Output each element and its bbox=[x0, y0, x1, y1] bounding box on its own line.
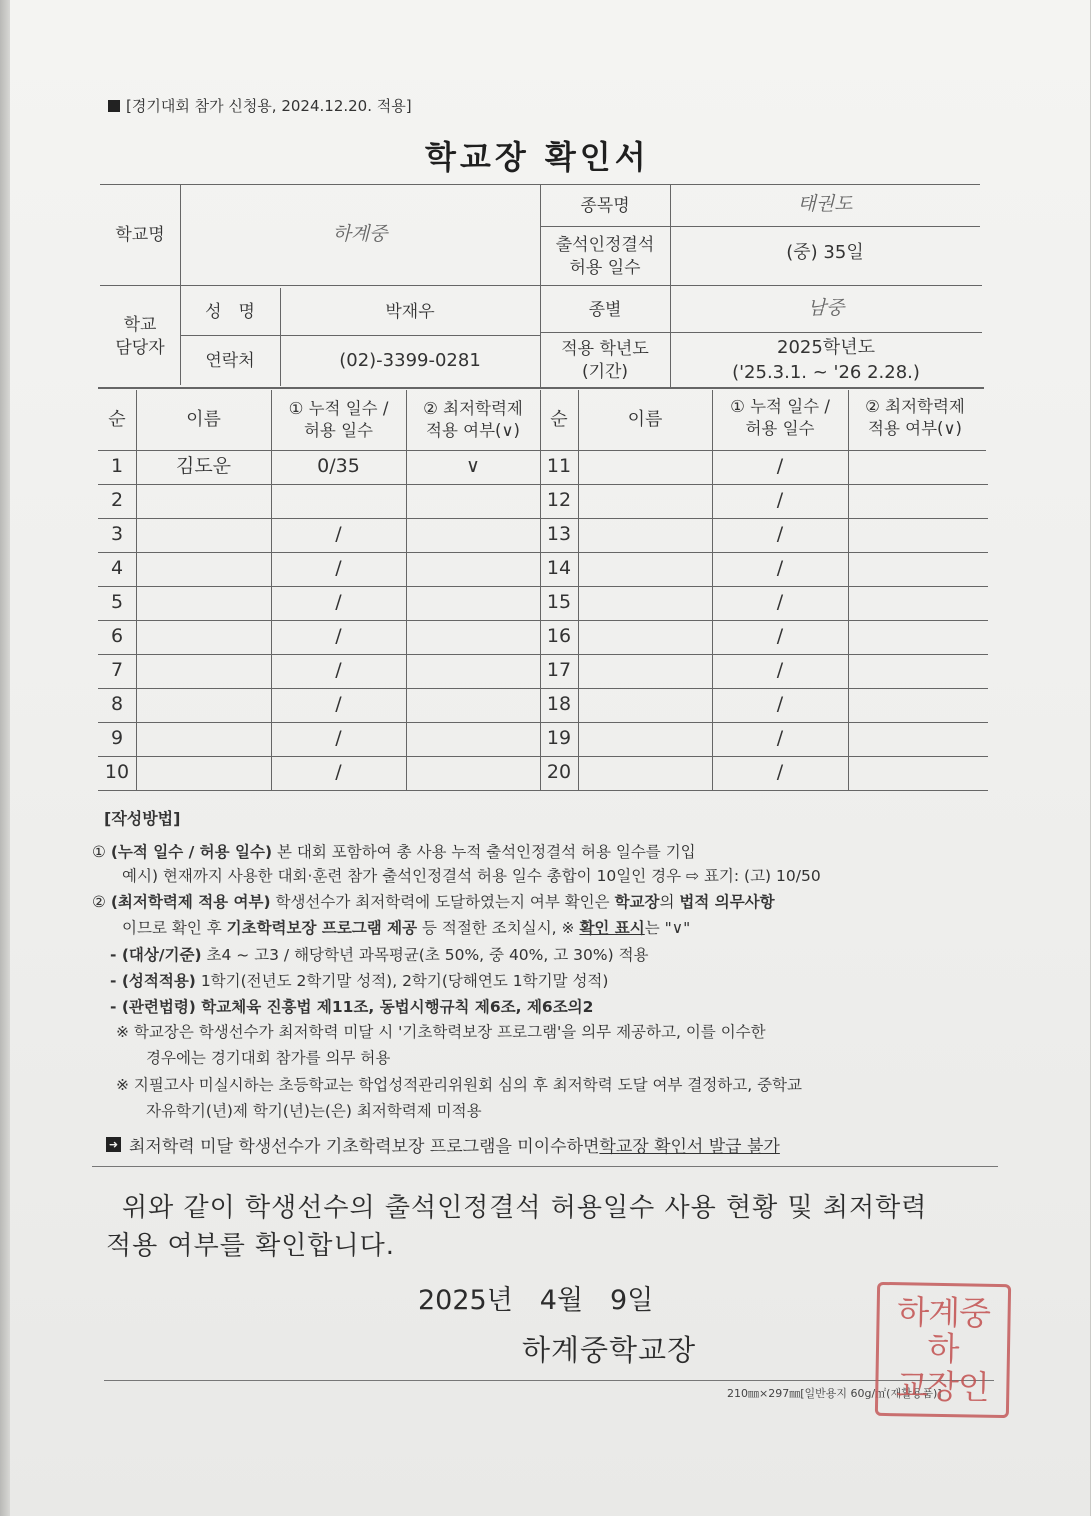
row-number: 3 bbox=[110, 523, 124, 546]
row-student-name bbox=[136, 518, 271, 552]
row-absence-days: / bbox=[335, 693, 342, 716]
row-number: 15 bbox=[546, 591, 572, 614]
manager-label-line1: 학교 bbox=[123, 315, 157, 336]
row-absence-days bbox=[271, 484, 406, 518]
row-student-name bbox=[136, 722, 271, 756]
row-student-name bbox=[136, 688, 271, 722]
year-value-line1: 2025학년도 bbox=[777, 337, 875, 359]
school-value: 하계중 bbox=[332, 223, 388, 246]
detail-law-text: 학교체육 진흥법 제11조, 동법시행규칙 제6조, 제6조의2 bbox=[195, 998, 594, 1016]
arrow-box-icon: ➜ bbox=[106, 1137, 121, 1152]
row-absence-days: / bbox=[335, 659, 342, 682]
confirmation-statement bbox=[106, 1190, 927, 1265]
row-min-grade-check bbox=[406, 484, 540, 518]
row-absence-days: / bbox=[776, 557, 784, 580]
row-number: 9 bbox=[110, 727, 124, 750]
detail-grades bbox=[110, 969, 608, 991]
confirmation-line-1: 위와 같이 학생선수의 출석인정결석 허용일수 사용 현황 및 최저학력 bbox=[122, 1193, 928, 1223]
row-absence-days: / bbox=[335, 591, 342, 614]
col-header-days-line2: 허용 일수 bbox=[745, 419, 815, 438]
footer-divider bbox=[104, 1380, 994, 1381]
header-note bbox=[108, 95, 412, 116]
col-header-min-line1: ② 최저학력제 bbox=[423, 398, 523, 418]
row-student-name bbox=[578, 586, 712, 620]
row-number: 17 bbox=[546, 659, 572, 682]
notes-divider bbox=[92, 1166, 998, 1167]
row-absence-days: / bbox=[776, 727, 784, 750]
row-min-grade-check bbox=[848, 756, 984, 790]
row-student-name bbox=[136, 484, 271, 518]
row-number: 19 bbox=[546, 727, 572, 750]
row-min-grade-check bbox=[406, 586, 540, 620]
allowed-days-label-line2: 허용 일수 bbox=[569, 257, 641, 278]
row-student-name bbox=[578, 722, 712, 756]
note-1 bbox=[92, 840, 696, 862]
note-2-legal-duty: 법적 의무사항 bbox=[679, 893, 775, 911]
notes-heading: [작성방법] bbox=[104, 809, 181, 828]
detail-target-text: 초4 ~ 고3 / 해당학년 과목평균(초 50%, 중 40%, 고 30%) 적용 bbox=[201, 946, 649, 964]
row-min-grade-check bbox=[848, 586, 984, 620]
year-label-line2: (기간) bbox=[581, 361, 629, 382]
row-min-grade-check bbox=[848, 450, 984, 484]
row-absence-days: / bbox=[776, 591, 784, 614]
row-number: 1 bbox=[110, 455, 124, 478]
detail-target-label: - (대상/기준) bbox=[110, 946, 202, 964]
remark-1-line1: ※ 학교장은 학생선수가 최저학력 미달 시 '기초학력보장 프로그램'을 의무 제공하고, 이를 이수한 bbox=[116, 1023, 766, 1041]
header-note-text: [경기대회 참가 신청용, 2024.12.20. 적용] bbox=[126, 97, 412, 115]
row-student-name bbox=[578, 620, 712, 654]
col-header-min-line2: 적용 여부(∨) bbox=[426, 421, 520, 440]
col-header-days-line1: ① 누적 일수 / bbox=[730, 396, 830, 416]
row-number: 4 bbox=[110, 557, 124, 580]
note-2-mark: 확인 표시 bbox=[579, 919, 645, 937]
col-header-days-left bbox=[271, 390, 406, 450]
manager-label-line2: 담당자 bbox=[115, 338, 165, 358]
row-absence-days: / bbox=[776, 455, 784, 478]
remark-2-line2: 자유학기(년)제 학기(년)는(은) 최저학력제 미적용 bbox=[146, 1102, 482, 1120]
row-student-name bbox=[136, 552, 271, 586]
row-absence-days: 0/35 bbox=[317, 455, 360, 478]
row-number: 20 bbox=[546, 761, 572, 784]
row-absence-days: / bbox=[335, 727, 342, 750]
row-student-name bbox=[578, 688, 712, 722]
sport-value: 태권도 bbox=[797, 193, 853, 216]
row-absence-days: / bbox=[335, 761, 342, 784]
col-header-name-left: 이름 bbox=[186, 408, 221, 430]
row-student-name bbox=[578, 484, 712, 518]
note-2-program: 기초학력보장 프로그램 제공 bbox=[226, 919, 418, 937]
row-min-grade-check bbox=[406, 722, 540, 756]
row-absence-days: / bbox=[776, 693, 784, 716]
sport-label: 종목명 bbox=[580, 196, 630, 217]
row-min-grade-check bbox=[848, 620, 984, 654]
col-header-min-line2: 적용 여부(∨) bbox=[868, 419, 962, 438]
allowed-days-label bbox=[540, 228, 670, 285]
col-header-no-left: 순 bbox=[108, 408, 126, 430]
document-title: 학교장 확인서 bbox=[425, 138, 650, 176]
note-1-num: ① bbox=[92, 843, 106, 861]
note-2-text-c: 의 bbox=[659, 893, 680, 911]
detail-grades-text: 1학기(전년도 2학기말 성적), 2학기(당해연도 1학기말 성적) bbox=[195, 972, 609, 990]
paper-spec: 210㎜×297㎜[일반용지 60g/㎡(재활용품)] bbox=[727, 1387, 942, 1400]
detail-grades-label: - (성적적용) bbox=[110, 972, 196, 990]
row-absence-days: / bbox=[776, 659, 784, 682]
row-student-name bbox=[136, 620, 271, 654]
note-2-principal: 학교장 bbox=[614, 893, 660, 911]
principal-name: 하계중학교장 bbox=[522, 1333, 697, 1367]
row-absence-days: / bbox=[335, 625, 342, 648]
note-2-title: (최저학력제 적용 여부) bbox=[110, 893, 271, 911]
row-absence-days: / bbox=[335, 557, 342, 580]
note-2-text-a: 학생선수가 최저학력에 도달하였는지 여부 확인은 bbox=[270, 893, 615, 911]
col-header-days-line2: 허용 일수 bbox=[303, 421, 373, 440]
warning-result: 학교장 확인서 발급 불가 bbox=[599, 1137, 780, 1157]
seal-text-bottom: 교장인 bbox=[895, 1366, 990, 1407]
detail-law bbox=[110, 995, 593, 1017]
col-header-days-right bbox=[712, 388, 848, 448]
row-student-name bbox=[578, 450, 712, 484]
table-rule bbox=[98, 790, 988, 791]
row-absence-days: / bbox=[335, 523, 342, 546]
col-header-min-left bbox=[406, 390, 540, 450]
detail-law-label: - (관련법령) bbox=[110, 998, 196, 1016]
note-2-line2 bbox=[122, 916, 690, 938]
square-bullet-icon bbox=[108, 100, 120, 112]
row-absence-days: / bbox=[776, 761, 784, 784]
row-student-name bbox=[578, 756, 712, 790]
row-absence-days: / bbox=[776, 489, 784, 512]
row-student-name bbox=[578, 518, 712, 552]
warning-text: 최저학력 미달 학생선수가 기초학력보장 프로그램을 미이수하면 bbox=[129, 1137, 600, 1157]
note-2-line2-c: 는 "∨" bbox=[644, 919, 691, 937]
row-min-grade-check bbox=[406, 620, 540, 654]
row-min-grade-check bbox=[406, 756, 540, 790]
paper-edge-shadow bbox=[0, 0, 10, 1516]
row-number: 6 bbox=[110, 625, 124, 648]
row-student-name bbox=[578, 552, 712, 586]
warning-line bbox=[106, 1132, 780, 1157]
row-number: 8 bbox=[110, 693, 124, 716]
contact-label: 연락처 bbox=[205, 350, 255, 371]
remark-2-line1: ※ 지필고사 미실시하는 초등학교는 학업성적관리위원회 심의 후 최저학력 도달 여부 결정하고, 중학교 bbox=[116, 1076, 803, 1094]
note-2-line2-a: 이므로 확인 후 bbox=[122, 919, 227, 937]
category-value: 남중 bbox=[807, 297, 845, 320]
row-number: 7 bbox=[110, 659, 124, 682]
row-number: 11 bbox=[546, 455, 572, 478]
note-2-num: ② bbox=[92, 893, 106, 911]
row-min-grade-check: ∨ bbox=[466, 455, 480, 478]
note-1-example: 예시) 현재까지 사용한 대회·훈련 참가 출석인정결석 허용 일수 총합이 10일인 경우 ⇨ 표기: (고) 10/50 bbox=[122, 867, 821, 885]
row-student-name bbox=[136, 586, 271, 620]
name-value: 박재우 bbox=[385, 301, 435, 322]
col-header-name-right: 이름 bbox=[627, 408, 663, 430]
col-header-min-line1: ② 최저학력제 bbox=[865, 396, 965, 416]
school-label: 학교명 bbox=[115, 224, 165, 245]
issue-date: 2025년 4월 9일 bbox=[418, 1285, 654, 1316]
col-header-min-right bbox=[848, 388, 982, 448]
row-min-grade-check bbox=[848, 688, 984, 722]
row-student-name bbox=[136, 654, 271, 688]
note-1-title: (누적 일수 / 허용 일수) bbox=[110, 843, 273, 861]
row-student-name: 김도운 bbox=[175, 455, 232, 478]
allowed-days-label-line1: 출석인정결석 bbox=[555, 234, 655, 255]
confirmation-line-2: 적용 여부를 확인합니다. bbox=[106, 1230, 395, 1261]
remark-1-line2: 경우에는 경기대회 참가를 의무 허용 bbox=[146, 1049, 391, 1067]
note-1-text: 본 대회 포함하여 총 사용 누적 출석인정결석 허용 일수를 기입 bbox=[272, 843, 696, 861]
note-2-line2-b: 등 적절한 조치실시, ※ bbox=[417, 919, 580, 937]
col-header-no-right: 순 bbox=[550, 408, 568, 430]
year-label bbox=[540, 333, 670, 388]
row-number: 10 bbox=[104, 761, 130, 784]
row-min-grade-check bbox=[848, 722, 984, 756]
year-value bbox=[670, 333, 982, 388]
col-header-days-line1: ① 누적 일수 / bbox=[288, 398, 389, 418]
row-student-name bbox=[136, 756, 271, 790]
row-number: 5 bbox=[110, 591, 124, 614]
name-label: 성 명 bbox=[205, 301, 255, 322]
year-value-line2: ('25.3.1. ~ '26 2.28.) bbox=[732, 361, 920, 383]
row-number: 18 bbox=[546, 693, 572, 716]
row-min-grade-check bbox=[848, 518, 984, 552]
note-2 bbox=[92, 890, 775, 912]
category-label: 종별 bbox=[588, 300, 622, 321]
row-absence-days: / bbox=[776, 523, 784, 546]
row-student-name bbox=[578, 654, 712, 688]
seal-text-top: 하계중하 bbox=[896, 1291, 991, 1369]
row-min-grade-check bbox=[848, 484, 984, 518]
row-min-grade-check bbox=[848, 654, 984, 688]
row-absence-days: / bbox=[776, 625, 784, 648]
row-min-grade-check bbox=[406, 654, 540, 688]
contact-value: (02)-3399-0281 bbox=[339, 349, 481, 371]
row-min-grade-check bbox=[406, 688, 540, 722]
row-min-grade-check bbox=[406, 518, 540, 552]
row-min-grade-check bbox=[406, 552, 540, 586]
detail-target bbox=[110, 943, 649, 965]
row-number: 2 bbox=[110, 489, 124, 512]
allowed-days-value: (중) 35일 bbox=[786, 242, 864, 264]
row-number: 12 bbox=[546, 489, 572, 512]
year-label-line1: 적용 학년도 bbox=[561, 338, 649, 359]
row-number: 14 bbox=[546, 557, 572, 580]
row-min-grade-check bbox=[848, 552, 984, 586]
manager-label bbox=[100, 288, 180, 386]
official-seal-stamp bbox=[875, 1282, 1011, 1418]
row-number: 16 bbox=[546, 625, 572, 648]
row-number: 13 bbox=[546, 523, 572, 546]
